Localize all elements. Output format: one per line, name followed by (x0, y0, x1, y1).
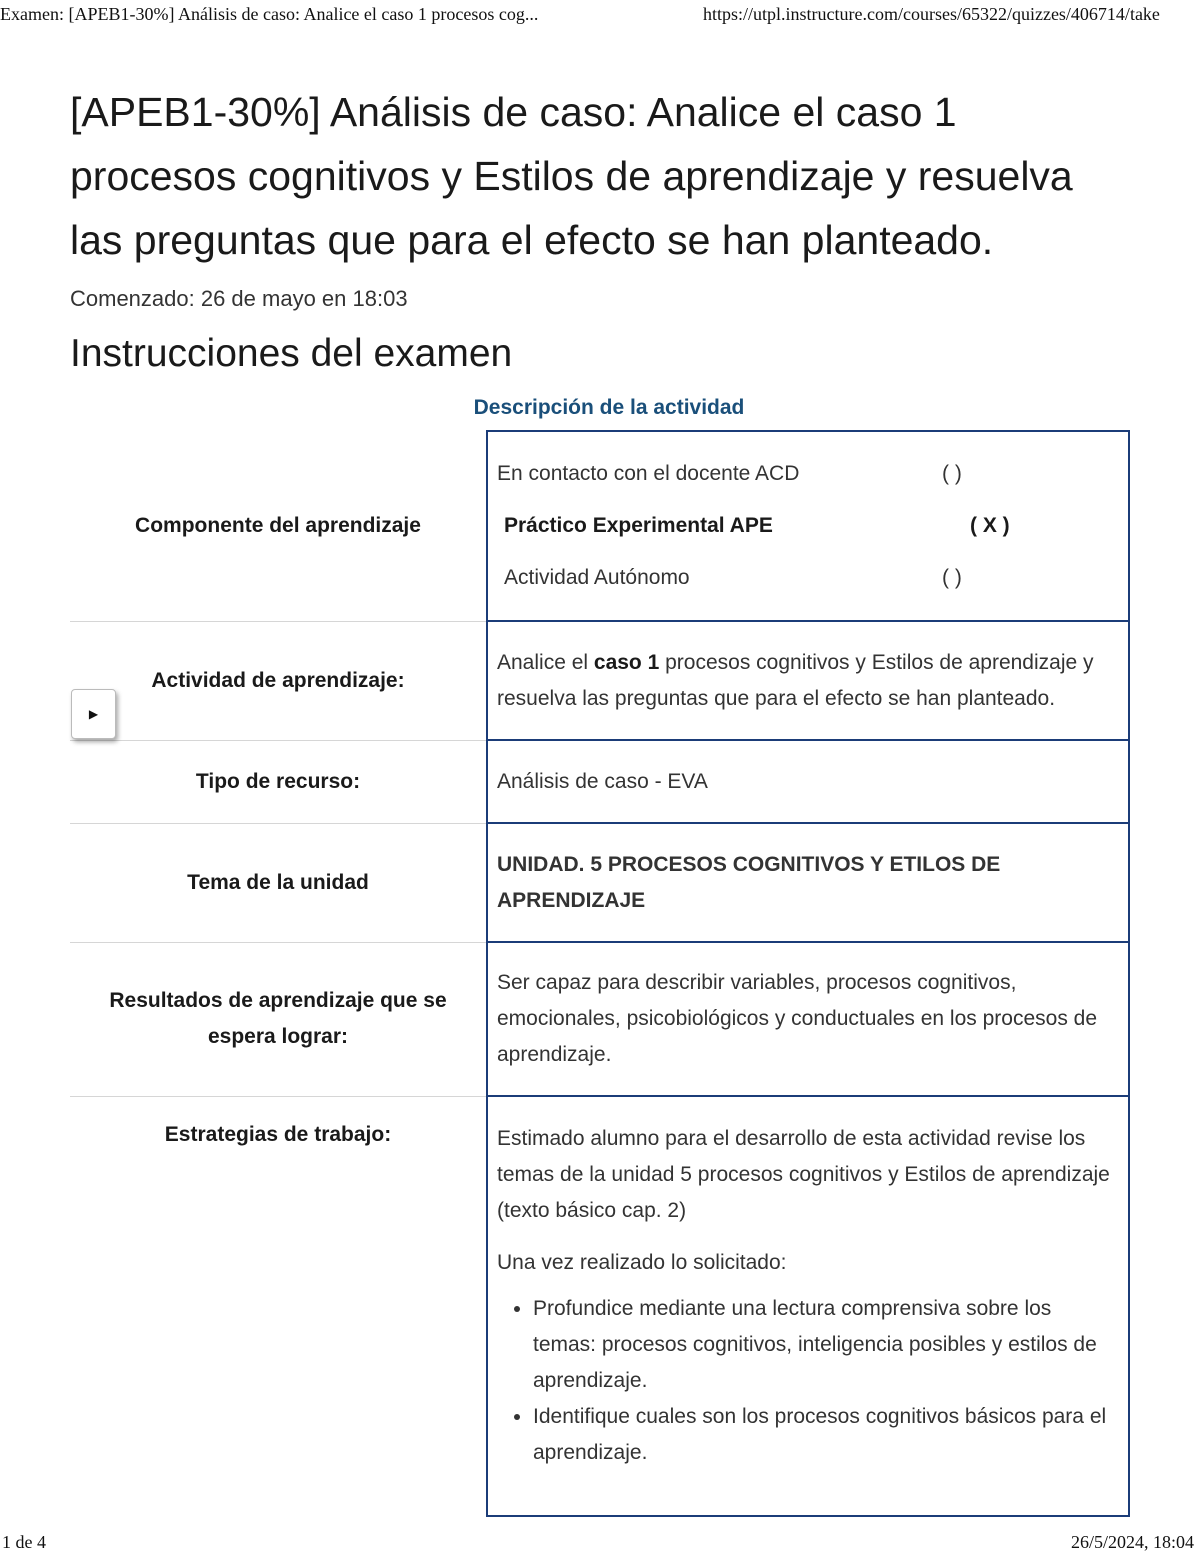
component-option-mark: ( X ) (970, 514, 1010, 537)
component-option-label: En contacto con el docente ACD (497, 462, 800, 485)
resource-label: Tipo de recurso: (70, 740, 487, 823)
table-row (70, 942, 1129, 1096)
unit-value: UNIDAD. 5 PROCESOS COGNITIVOS Y ETILOS DE APRENDIZAJE (487, 823, 1129, 942)
table-row (70, 740, 1129, 823)
strategies-lead: Una vez realizado lo solicitado: (497, 1251, 787, 1274)
component-option (497, 552, 1120, 604)
table-row (70, 1096, 1129, 1516)
quiz-content (70, 80, 1130, 376)
table-row (70, 621, 1129, 740)
print-page-title: Examen: [APEB1-30%] Análisis de caso: Analice el caso 1 procesos cog... (0, 4, 539, 24)
results-value: Ser capaz para describir variables, procesos cognitivos, emocionales, psicobiológicos y conductuales en los procesos de aprendizaje. (487, 942, 1129, 1096)
strategies-label: Estrategias de trabajo: (70, 1096, 487, 1516)
activity-text-post: procesos cognitivos y Estilos de aprendizaje y resuelva las preguntas que para el efecto se han planteado. (497, 650, 1094, 710)
side-panel-toggle-button[interactable] (71, 689, 116, 739)
results-label: Resultados de aprendizaje que se espera lograr: (70, 942, 487, 1096)
activity-value (487, 621, 1129, 740)
component-value (487, 431, 1129, 621)
component-label: Componente del aprendizaje (135, 513, 421, 537)
print-url: https://utpl.instructure.com/courses/65322/quizzes/406714/take (703, 4, 1160, 24)
print-page-number: 1 de 4 (2, 1532, 46, 1552)
instructions-heading: Instrucciones del examen (70, 332, 513, 375)
resource-value: Análisis de caso - EVA (487, 740, 1129, 823)
print-footer (0, 1532, 1200, 1553)
print-timestamp: 26/5/2024, 18:04 (1070, 1532, 1194, 1552)
strategies-value (487, 1096, 1129, 1516)
play-triangle-icon: ▶ (88, 707, 99, 721)
activity-label: Actividad de aprendizaje: (70, 621, 487, 740)
strategies-task-list (497, 1291, 1120, 1471)
component-option (497, 448, 1120, 500)
unit-label: Tema de la unidad (70, 823, 487, 942)
activity-text-bold: caso 1 (593, 650, 660, 674)
list-item: • Identifique cuales son los procesos cognitivos básicos para el aprendizaje. (533, 1399, 1120, 1471)
list-item: • Profundice mediante una lectura comprensiva sobre los temas: procesos cognitivos, inteligencia posibles y estilos de aprendizaje. (533, 1291, 1120, 1399)
quiz-title: [APEB1-30%] Análisis de caso: Analice el caso 1 procesos cognitivos y Estilos de aprendizaje y resuelva las preguntas que para el efecto se han planteado. (70, 89, 1073, 263)
print-header (0, 0, 1200, 30)
component-option-label: Práctico Experimental APE (504, 514, 773, 537)
quiz-started-time: Comenzado: 26 de mayo en 18:03 (70, 286, 408, 311)
component-option-label: Actividad Autónomo (504, 566, 690, 589)
strategies-intro: Estimado alumno para el desarrollo de esta actividad revise los temas de la unidad 5 procesos cognitivos y Estilos de aprendizaje (texto básico cap. 2) (497, 1127, 1110, 1222)
table-row (70, 431, 1129, 621)
component-option-selected (497, 500, 1120, 552)
activity-text-pre: Analice el (497, 650, 594, 674)
activity-table (70, 430, 1130, 1517)
component-option-mark: ( ) (942, 566, 962, 589)
component-option-mark: ( ) (942, 462, 962, 485)
table-row (70, 823, 1129, 942)
activity-table-caption: Descripción de la actividad (473, 396, 745, 419)
